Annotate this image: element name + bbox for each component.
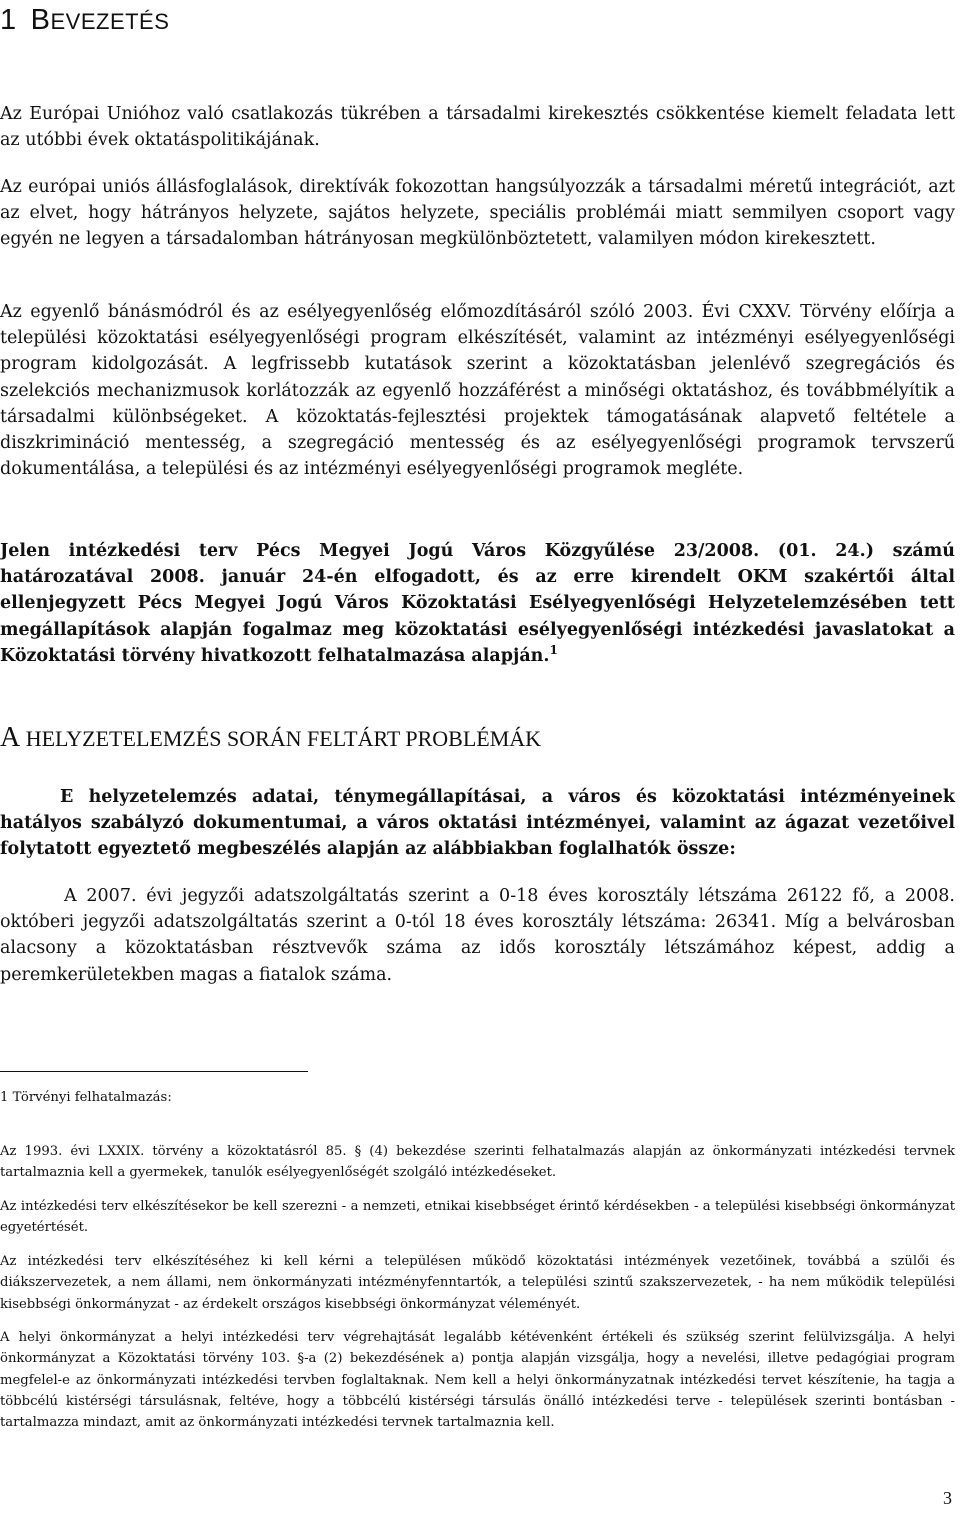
footnote-title-text: Törvényi felhatalmazás: <box>12 1090 172 1105</box>
paragraph-summary-bold: E helyzetelemzés adatai, ténymegállapításai, a város és közoktatási intézményeinek hatályos szabályzó dokumentumai, a város oktatási intézményei, valamint az ágazat vezetőivel folytatott egyeztető megbeszélés alapján az alábbiakban foglalhatók össze: <box>0 787 955 860</box>
footnote-item: Az intézkedési terv elkészítésekor be kell szerezni - a nemzeti, etnikai kisebbséget érintő kérdésekben - a települési kisebbségi önkormányzat egyetértését. <box>0 1199 955 1236</box>
paragraph-population-stats: A 2007. évi jegyzői adatszolgáltatás szerint a 0-18 éves korosztály létszáma 26122 fő, a 2008. októberi jegyzői adatszolgáltatás szerint a 0-tól 18 éves korosztály létszáma: 26341. Míg a belvárosban alacsony a közoktatásban résztvevők száma az idős korosztály létszámához képest, addig a peremkerületekben magas a fiatalok száma. <box>0 886 955 985</box>
page-number: 3 <box>943 1488 952 1508</box>
section-heading-introduction <box>0 4 169 37</box>
section-heading-problems <box>0 722 541 754</box>
heading-first-letter: B <box>30 4 51 36</box>
heading-rest: HELYZETELEMZÉS SORÁN FELTÁRT PROBLÉMÁK <box>20 726 542 751</box>
footnote-item: A helyi önkormányzat a helyi intézkedési terv végrehajtását legalább kétévenként értékeli és szükség szerint felülvizsgálja. A helyi önkormányzat a Közoktatási törvény 103. §-a (2) bekezdésének a) pontja alapján vizsgálja, hogy a nevelési, illetve pedagógiai program megfelel-e az önkormányzati intézkedési tervben foglaltaknak. Nem kell a helyi önkormányzatnak intézkedési tervet készítenie, ha tagja a többcélú kistérségi társulásnak, feltéve, hogy a többcélú kistérségi társulás önálló intézkedési terve - települések szerinti bontásban - tartalmazza mindazt, amit az önkormányzati intézkedési tervnek tartalmaznia kell. <box>0 1330 955 1431</box>
paragraph-action-plan <box>0 538 955 669</box>
footnote-item: Az 1993. évi LXXIX. törvény a közoktatásról 85. § (4) bekezdése szerinti felhatalmazás alapján az önkormányzati intézkedési tervnek tartalmaznia kell a gyermekek, tanulók esélyegyenlőségét szolgáló intézkedéseket. <box>0 1144 955 1181</box>
footnote-item: Az intézkedési terv elkészítéséhez ki kell kérni a településen működő közoktatási intézmények vezetőinek, továbbá a szülői és diákszervezetek, a nem állami, nem önkormányzati intézményfenntartók, a települési szintű szakszervezetek, - ha nem működik települési kisebbségi önkormányzat - az érdekelt országos kisebbségi önkormányzat véleményét. <box>0 1254 955 1312</box>
footnote-number: 1 <box>0 1090 9 1105</box>
action-plan-text: Jelen intézkedési terv Pécs Megyei Jogú Város Közgyűlése 23/2008. (01. 24.) számú határozatával 2008. január 24-én elfogadott, és az erre kirendelt OKM szakértői által ellenjegyzett Pécs Megyei Jogú Város Közoktatási Esélyegyenlőségi Helyzetelemzésében tett megállapítások alapján fogalmaz meg közoktatási esélyegyenlőségi intézkedési javaslatokat a Közoktatási törvény hivatkozott felhatalmazása alapján. <box>0 541 955 666</box>
paragraph-eu-directives: Az európai uniós állásfoglalások, direktívák fokozottan hangsúlyozzák a társadalmi méretű integrációt, azt az elvet, hogy hátrányos helyzete, sajátos helyzete, speciális problémái miatt semmilyen csoport vagy egyén ne legyen a társadalomban hátrányosan megkülönböztetett, valamilyen módon kirekesztett. <box>0 177 955 250</box>
paragraph-equal-treatment-law: Az egyenlő bánásmódról és az esélyegyenlőség előmozdításáról szóló 2003. Évi CXXV. Törvény előírja a települési közoktatási esélyegyenlőségi program elkészítését, valamint az intézményi esélyegyenlőségi program kidolgozását. A legfrissebb kutatások szerint a közoktatásban jelenlévő szegregációs és szelekciós mechanizmusok korlátozzák az egyenlő hozzáférést a minőségi oktatáshoz, és továbbmélyítik a társadalmi különbségeket. A közoktatás-fejlesztési projektek támogatásának alapvető feltétele a diszkrimináció mentesség, a szegregáció mentesség és az esélyegyenlőségi programok tervszerű dokumentálása, a települési és az intézményi esélyegyenlőségi programok megléte. <box>0 302 955 480</box>
heading-first-letter: A <box>0 722 21 753</box>
footnote-title <box>0 1087 955 1108</box>
section-number: 1 <box>0 4 17 36</box>
paragraph-intro: Az Európai Unióhoz való csatlakozás tükrében a társadalmi kirekesztés csökkentése kiemelt feladata lett az utóbbi évek oktatáspolitikájának. <box>0 104 955 151</box>
footnote-separator <box>0 1071 308 1072</box>
footnote-reference[interactable]: 1 <box>549 642 558 657</box>
heading-rest: EVEZETÉS <box>50 9 170 34</box>
